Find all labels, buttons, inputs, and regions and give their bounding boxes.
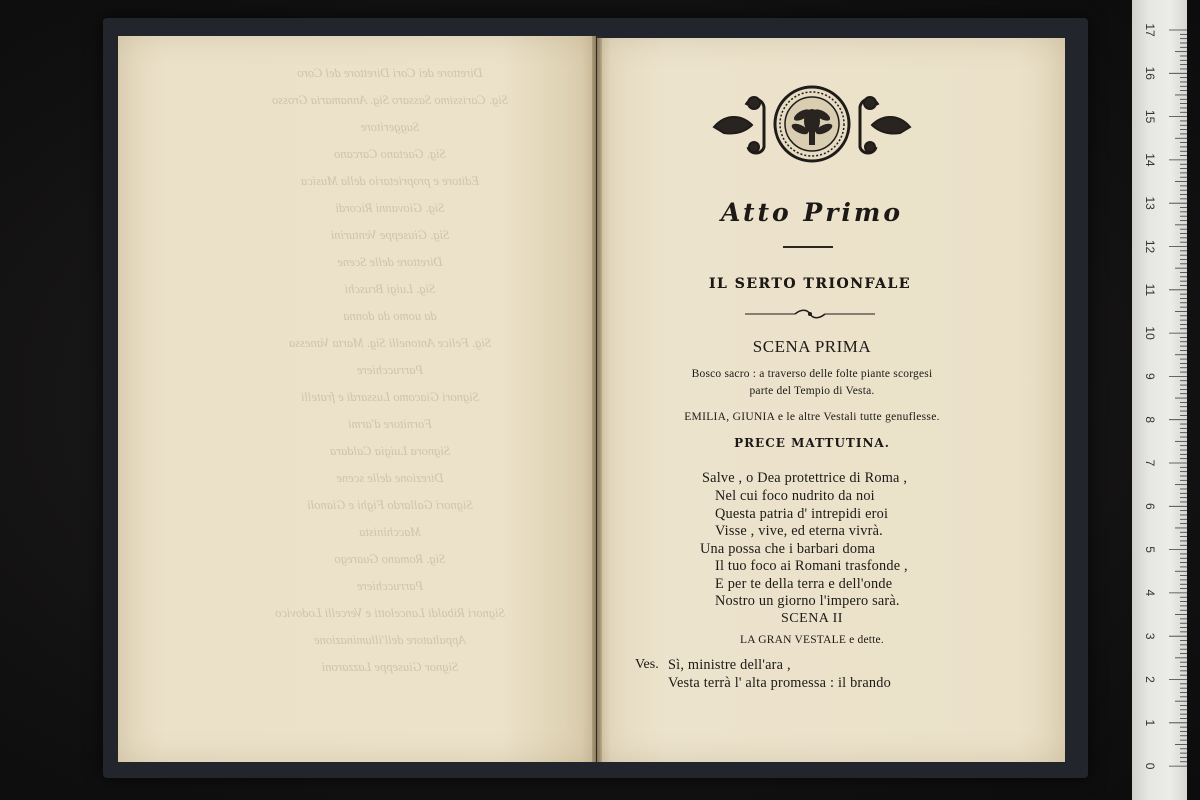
verse-line: Nel cui foco nudrito da noi (715, 488, 875, 504)
verse-line: Visse , vive, ed eterna vivrà. (715, 523, 883, 539)
ruler-label: 4 (1143, 589, 1157, 597)
ruler-label: 13 (1143, 196, 1157, 210)
ruler-label: 11 (1143, 283, 1157, 297)
ghost-line: Appaltatore dell'illuminazione (314, 633, 466, 647)
measuring-ruler (1132, 0, 1187, 800)
ghost-line: Macchinista (359, 525, 421, 539)
book-gutter (592, 36, 602, 762)
ghost-line: Sig. Gaetano Carcano (334, 147, 446, 161)
verse-line: Il tuo foco ai Romani trasfonde , (715, 558, 908, 574)
verse-line: Una possa che i barbari doma (700, 541, 876, 557)
ghost-line: Signor Giuseppe Lazzaroni (321, 660, 459, 674)
verse-line: Nostro un giorno l'impero sarà. (715, 593, 900, 609)
ghost-line: Parrucchiere (356, 363, 424, 377)
ornamental-divider (745, 309, 875, 319)
bleed-through-text (180, 60, 600, 700)
scene-title: IL SERTO TRIONFALE (708, 276, 911, 292)
verse-line: E per te della terra e dell'onde (715, 576, 893, 592)
setting-line-1: Bosco sacro : a traverso delle folte piante scorgesi (691, 368, 933, 380)
ruler-label: 6 (1143, 502, 1157, 510)
ruler-label: 17 (1143, 23, 1157, 37)
scene-two-heading: SCENA II (781, 611, 843, 626)
ruler-label: 1 (1143, 719, 1157, 727)
ruler-label: 2 (1143, 676, 1157, 683)
speech-line-1: Sì, ministre dell'ara , (668, 657, 791, 673)
ruler-label: 10 (1143, 326, 1157, 340)
act-title: Atto Primo (720, 198, 904, 227)
ruler-label: 8 (1143, 416, 1157, 424)
ruler-label: 3 (1143, 632, 1157, 640)
characters-line: EMILIA, GIUNIA e le altre Vestali tutte genuflesse. (684, 411, 940, 423)
ruler-label: 16 (1143, 66, 1157, 80)
ruler-label: 0 (1143, 762, 1157, 770)
ghost-line: Signori Gallardo Fighi e Gianoli (307, 498, 473, 512)
ghost-line: Fornitore d'armi (348, 417, 432, 431)
scene-two-characters: LA GRAN VESTALE e dette. (740, 634, 884, 646)
ghost-line: Direttore delle Scene (337, 255, 443, 269)
ghost-line: Direzione delle scene (336, 471, 444, 485)
ghost-line: Sig. Romano Guarego (334, 552, 446, 566)
setting-line-2: parte del Tempio di Vesta. (749, 385, 875, 397)
ghost-line: Sig. Giuseppe Venturini (330, 228, 450, 242)
speech-line-2: Vesta terrà l' alta promessa : il brando (668, 675, 891, 691)
ghost-line: Suggeritore (360, 120, 420, 134)
ruler-label: 14 (1143, 153, 1157, 167)
ghost-line: Signora Luigia Caldara (329, 444, 451, 458)
ghost-line: Sig. Carissimo Sassaro Sig. Annamaria Grosso (271, 93, 509, 107)
prayer-heading: PRECE MATTUTINA. (734, 436, 890, 450)
ruler-label: 7 (1143, 459, 1157, 467)
verse-line: Questa patria d' intrepidi eroi (715, 506, 889, 522)
ruler-label: 15 (1143, 109, 1157, 124)
ghost-line: Signori Ribaldi Lancelotti e Vercelli Lodovico (275, 606, 505, 620)
ghost-line: Signori Giacomo Lussardi e fratelli (301, 390, 480, 404)
ruler-label: 9 (1143, 373, 1157, 380)
ghost-line: da uomo da donna (343, 309, 437, 323)
ghost-line: Parrucchiere (356, 579, 424, 593)
verse-line: Salve , o Dea protettrice di Roma , (702, 470, 908, 486)
ruler-label: 12 (1143, 239, 1157, 254)
title-divider (783, 246, 833, 248)
ghost-line: Direttore dei Cori Direttore del Coro (297, 66, 483, 80)
ruler-label: 5 (1143, 546, 1157, 553)
scene-one-heading: SCENA PRIMA (752, 337, 872, 356)
ghost-line: Sig. Luigi Bruschi (344, 282, 436, 296)
decorative-vignette (706, 85, 918, 163)
ghost-line: Sig. Felice Antonelli Sig. Marta Vanessa (288, 336, 492, 350)
speaker-label: Ves. (635, 657, 659, 672)
ghost-line: Editore e proprietario della Musica (300, 174, 480, 188)
ghost-line: Sig. Giovanni Ricordi (335, 201, 445, 215)
